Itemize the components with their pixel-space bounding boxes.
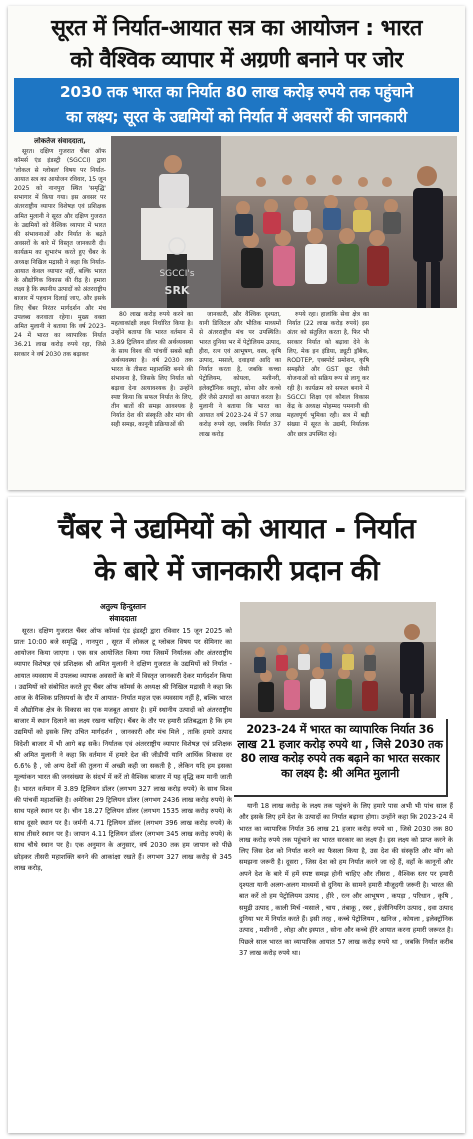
event-photo-illustration	[240, 602, 436, 718]
clipping-atulya-hindustan	[8, 497, 465, 1133]
headline-line-1: चैंबर ने उद्यमियों को आयात - निर्यात	[57, 512, 416, 545]
byline-reporter: संवाददाता	[109, 614, 137, 624]
article-text: यानी 18 लाख करोड़ के लक्ष्य तक पहुंचने के लिए हमारे पास अभी भी पांच साल हैं और इसके लिए हमें देश के उत्पादों का निर्यात बढ़ाना होगा। उन्होंने कहा कि 2023-24 में भारत का व्यापारिक निर्यात 36 लाख 21 हजार करोड़ रुपये था , जिसे 2030 तक 80 लाख करोड़ रुपये तक पहुंचाने का भारत सरकार का लक्ष्य है। इस लक्ष्य को प्राप्त करने के लिए जिस देश को निर्यात करने का फैसला किया है, उस देश की संस्कृति और माँग को समझना जरूरी है। दूसरा , जिस देश को हम निर्यात करने जा रहे हैं, वहाँ के कानूनों और अपने देश के बारे में हमें स्पष्ट समझ होनी चाहिए और तीसरा , वैश्विक स्तर पर हमारी दृश्यता यानी अलग-अलग माध्यमों से दुनिया के सामने हमारी मौजूदगी जरूरी है। भारत की बात करें तो हम पेट्रोलियम उत्पाद , हीरे , रत्न और आभूषण , कपड़ा , परिधान , कृषि , समुद्री उत्पाद , काली मिर्च -मसाले , चाय , तंबाकू , रबर , इंजीनियरिंग उत्पाद , दवा उत्पाद दुनिया भर में निर्यात करते हैं। इसी तरह , कच्चे पेट्रोलियम , खनिज , कोयला , इलेक्ट्रॉनिक उत्पाद , मशीनरी , लोहा और इस्पात , सोना और कच्चे हीरे आयात करना हमारी जरूरत है। पिछले साल भारत का व्यापारिक आयात 57 लाख करोड़ रुपये था , जबकि निर्यात करीब 37 लाख करोड़ रुपये था।	[239, 802, 453, 957]
article-text: सूरत। दक्षिण गुजरात चैंबर ऑफ कॉमर्स एंड इंडस्ट्री (SGCCI) द्वारा 'लोकल से ग्लोबल' विषय पर निर्यात-आयात सत्र का आयोजन रविवार, 15 जून 2025 को नानपुरा स्थित 'समृद्धि' सभागार में किया गया। इस अवसर पर अंतरराष्ट्रीय व्यापार विशेषज्ञ एवं प्रशिक्षक अमित मुलानी ने सूरत और दक्षिण गुजरात के उद्यमियों को वैश्विक व्यापार में भारत की संभावनाओं और निर्यात के बढ़ते अवसरों के बारे में विस्तृत जानकारी दी। कार्यक्रम का शुभारंभ करते हुए चैंबर के अध्यक्ष निखिल मद्रासी ने कहा कि निर्यात-आयात केवल व्यापार नहीं, बल्कि भारत के औद्योगिक विकास की रीढ़ है। हमारा लक्ष्य है कि स्थानीय उत्पादों को अंतरराष्ट्रीय बाजार में पहचान दिलाई जाए, और इसके लिए चैंबर निरंतर मार्गदर्शन और मंच उपलब्ध करवाता रहेगा। मुख्य वक्ता अमित मुलानी ने बताया कि वर्ष 2023-24 में भारत का व्यापारिक निर्यात 36.21 लाख करोड़ रुपये रहा, जिसे सरकार ने वर्ष 2030 तक बढ़ाकर	[14, 148, 106, 358]
article-text: रुपये रहा। हालांकि सेवा क्षेत्र का निर्यात (22 लाख करोड़ रुपये) इस अंतर को संतुलित करता है, फिर भी सरकार निर्यात को बढ़ावा देने के लिए, मेक इन इंडिया, ड्यूटी ड्रॉबैक, RODTEP, एक्स्पोर्ट प्रमोशन, कृषि समझौते और GST छूट जैसी योजनाओं को सक्रिय रूप से लागू कर रही है। कार्यक्रम को सफल बनाने में SGCCI शिक्षा एवं कौशल विकास केंद्र के अध्यक्ष मोहम्मद पमनानी की महत्वपूर्ण भूमिका रही। सत्र में बड़ी संख्या में सूरत के उद्यमी, निर्यातक और छात्र उपस्थित रहे।	[287, 311, 369, 438]
headline-line-2: को वैश्विक व्यापार में अग्रणी बनाने पर जोर	[70, 48, 403, 73]
article-column-2	[239, 801, 453, 1129]
event-photo	[111, 136, 457, 308]
headline-line-2: के बारे में जानकारी प्रदान की	[94, 554, 379, 587]
article-text: सूरत। दक्षिण गुजरात चैंबर ऑफ कॉमर्स एंड इंडस्ट्री द्वारा रविवार 15 जून 2025 को प्रातः 10:00 बजे समृद्धि , नानपुरा , सूरत में लोकल टू ग्लोबल विषय पर सेमिनार का आयोजन किया जाएगा । एक सत्र आयोजित किया गया जिसमें निर्यातक और अंतरराष्ट्रीय व्यापार विशेषज्ञ एवं प्रशिक्षक श्री अमित मुलानी ने दक्षिण गुजरात के उद्यमियों को निर्यात - आयात व्यवसाय में उपलब्ध व्यापक अवसरों के बारे में विस्तृत जानकारी देकर मार्गदर्शन किया । उद्यमियों को संबोधित करते हुए चैंबर ऑफ कॉमर्स के अध्यक्ष श्री निखिल मद्रासी ने कहा कि आज के वैश्विक प्रतिस्पर्धा के दौर में आयात- निर्यात महज एक व्यवसाय नहीं है, बल्कि भारत में औद्योगिक क्षेत्र के विकास का एक मजबूत आधार है। हमें स्थानीय उत्पादों को अंतरराष्ट्रीय बाजार में स्थान दिलाने का लक्ष्य रखना चाहिए। चैंबर के तौर पर हमारी प्रतिबद्धता है कि हम उद्यमियों को इसके लिए उचित मार्गदर्शन , जानकारी और मंच मिले , ताकि हमारे उत्पाद विदेशी बाजार में भी आगे बढ़ सकें। निर्यातक एवं अंतरराष्ट्रीय व्यापार विशेषज्ञ एवं प्रशिक्षक श्री अमित मुलानी ने कहा कि वर्तमान में हमारे देश की जीडीपी यानि आर्थिक विकास दर 6.6% है , जो अन्य देशों की तुलना में अच्छी कही जा सकती है , लेकिन यदि हम इसका मूल्यांकन भारत की जनसंख्या के संदर्भ में करें तो वैश्विक बाजार में यह वृद्धि कम मानी जाती है। भारत वर्तमान में 3.89 ट्रिलियन डॉलर (लगभग 327 लाख करोड़ रुपये) के साथ विश्व की पांचवीं महाशक्ति है। अमेरिका 29 ट्रिलियन डॉलर (लगभग 2436 लाख करोड़ रुपये) के साथ पहले स्थान पर है। चीन 18.27 ट्रिलियन डॉलर (लगभग 1535 लाख करोड़ रुपये) के साथ दूसरे स्थान पर है। जर्मनी 4.71 ट्रिलियन डॉलर (लगभग 396 लाख करोड़ रुपये) के साथ तीसरे स्थान पर है। जापान 4.11 ट्रिलियन डॉलर (लगभग 345 लाख करोड़ रुपये) के साथ चौथे स्थान पर है। एक अनुमान के अनुसार, वर्ष 2030 तक हम जापान को पीछे छोड़कर तीसरी महाशक्ति बनने की आकांक्षा रखते हैं। लगभग 327 लाख करोड़ से 345 लाख करोड़,	[14, 626, 232, 872]
article-column-2	[111, 310, 193, 480]
article-column-1	[14, 137, 106, 477]
subheadline-line-1: 2030 तक भारत का निर्यात 80 लाख करोड़ रुपये तक पहुंचाने	[59, 83, 414, 101]
subheadline-banner	[14, 78, 459, 132]
clipping-lokteJ	[8, 6, 465, 490]
byline-publication: अतुल्य हिन्दुस्तान	[100, 602, 146, 611]
article-text: 80 लाख करोड़ रुपये करने का महत्वाकांक्षी लक्ष्य निर्धारित किया है। उन्होंने बताया कि भारत वर्तमान में 3.89 ट्रिलियन डॉलर की अर्थव्यवस्था के साथ विश्व की पांचवीं सबसे बड़ी अर्थव्यवस्था है। वर्ष 2030 तक भारत के तीसरा महाशक्ति बनने की संभावना है, जिसके लिए निर्यात को बढ़ावा देना अत्यावश्यक है। उन्होंने स्पष्ट किया कि सफल निर्यात के लिए, तीन बातों की समझ आवश्यक है निर्यात देश की संस्कृति और मांग की सही समझ, कानूनी प्रक्रियाओं की	[111, 311, 193, 429]
event-photo	[240, 602, 436, 718]
headline-line-1: सूरत में निर्यात-आयात सत्र का आयोजन : भारत	[51, 16, 422, 41]
podium-sign-1: SGCCI's	[159, 269, 195, 279]
event-photo-illustration	[111, 136, 457, 308]
article-column-1	[14, 601, 232, 1129]
podium-sign-2: SRK	[164, 284, 190, 297]
subheadline-line-2: का लक्ष्य; सूरत के उद्यमियों को निर्यात में अवसरों की जानकारी	[66, 108, 407, 126]
article-column-3	[199, 310, 281, 480]
pull-quote: 2023-24 में भारत का व्यापारिक निर्यात 36 लाख 21 हजार करोड़ रुपये था , जिसे 2030 तक 80 लाख करोड़ रुपये तक बढ़ाने का भारत सरकार का लक्ष्य है: श्री अमित मुलानी	[234, 719, 448, 797]
article-text: जानकारी, और वैश्विक दृश्यता, यानी डिजिटल और भौतिक माध्यमों से अंतरराष्ट्रीय मंच पर उपस्थिति। भारत दुनिया भर में पेट्रोलियम उत्पाद, हीरा, रत्न एवं आभूषण, वस्त्र, कृषि उत्पाद, मसाले, दवाइयां आदि का निर्यात करता है, जबकि कच्चा पेट्रोलियम, कोयला, मशीनरी, इलेक्ट्रॉनिक वस्तुएं, सोना और कच्चे हीरे जैसे उत्पादों का आयात करता है। मुलानी ने बताया कि भारत का आयात वर्ष 2023-24 में 57 लाख करोड़ रुपये रहा, जबकि निर्यात 37 लाख करोड़	[199, 311, 281, 438]
article-column-4	[287, 310, 369, 480]
byline: लोकतेज संवाददाता,	[34, 137, 86, 145]
